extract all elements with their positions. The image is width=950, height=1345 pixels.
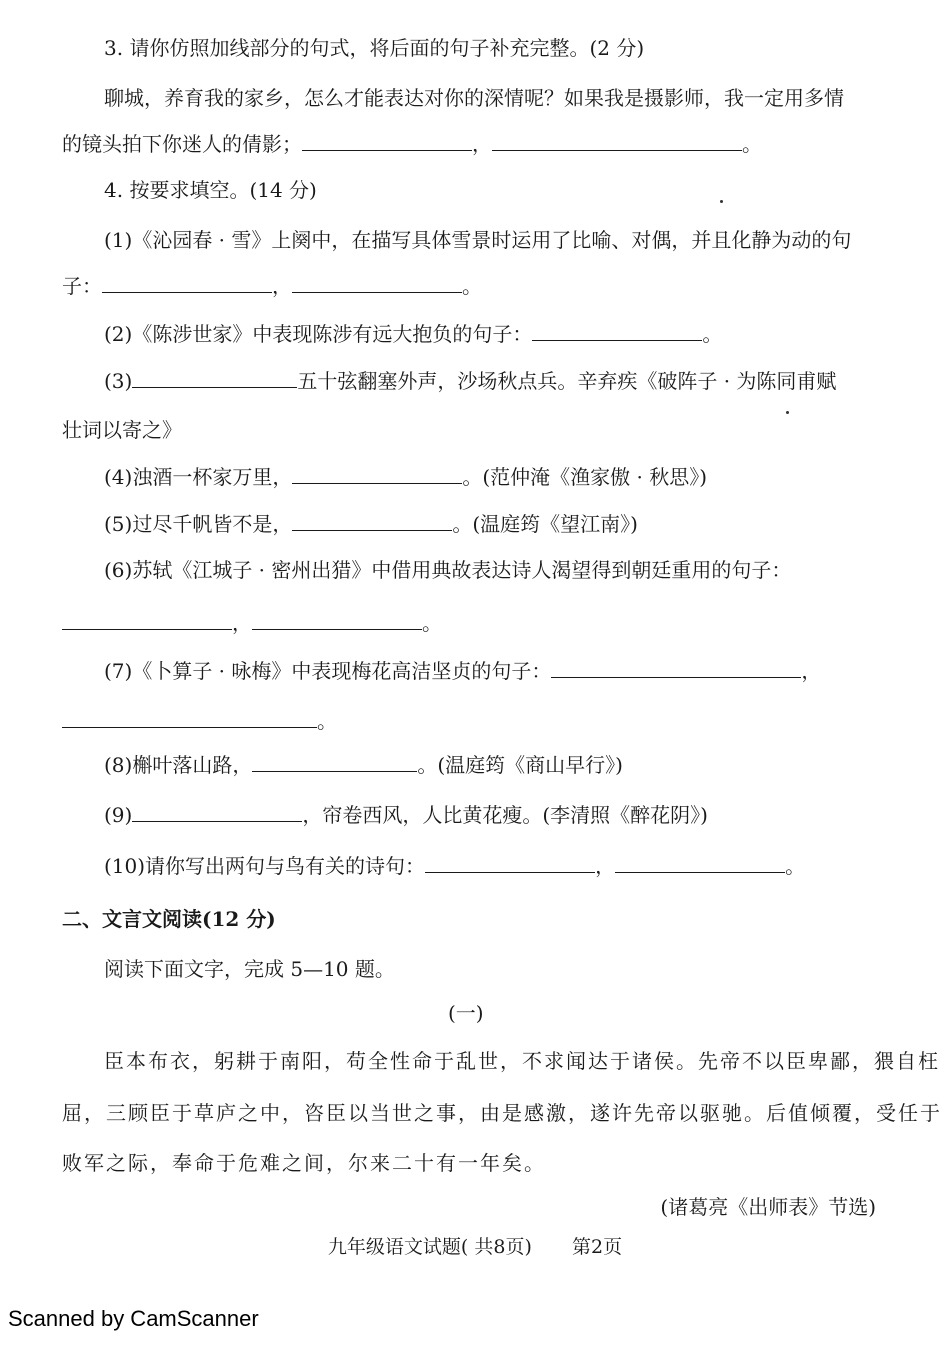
q4-item1-end: 。 <box>462 274 482 298</box>
q4-item5-blank[interactable] <box>292 510 452 531</box>
q4-item6-blank-1[interactable] <box>62 609 232 630</box>
passage-line-2: 屈，三顾臣于草庐之中，咨臣以当世之事，由是感激，遂许先帝以驱驰。后值倾覆，受任于 <box>62 1101 942 1125</box>
scan-speck <box>720 200 723 203</box>
q4-item5-prefix: (5)过尽千帆皆不是， <box>104 512 293 536</box>
q3-line1: 聊城，养育我的家乡，怎么才能表达对你的深情呢？如果我是摄影师，我一定用多情 <box>104 86 844 110</box>
q4-item6-separator: ， <box>232 611 252 635</box>
passage-line-3: 败军之际，奉命于危难之间，尔来二十有一年矣。 <box>62 1151 546 1175</box>
q4-item10-blank-2[interactable] <box>615 852 785 873</box>
q4-item5 <box>104 510 638 538</box>
q4-item2-end: 。 <box>702 322 723 346</box>
q4-item3-line2: 壮词以寄之》 <box>62 418 182 442</box>
q3-heading: 3. 请你仿照加线部分的句式，将后面的句子补充完整。(2 分) <box>104 36 645 60</box>
q4-item6-end: 。 <box>422 611 442 635</box>
q4-item10-end: 。 <box>785 854 806 878</box>
q3-line2-end: 。 <box>742 132 762 156</box>
q4-item7-line1 <box>104 657 821 685</box>
q3-separator: ， <box>472 132 492 156</box>
q4-item10-prefix: (10)请你写出两句与鸟有关的诗句： <box>104 854 426 878</box>
q4-item9-prefix: (9) <box>104 803 133 827</box>
q3-answer-blank-2[interactable] <box>492 130 742 151</box>
q4-heading: 4. 按要求填空。(14 分) <box>104 178 317 202</box>
section2-heading: 二、文言文阅读(12 分) <box>62 907 276 931</box>
q3-answer-blank-1[interactable] <box>302 130 472 151</box>
q4-item10-separator: ， <box>595 854 616 878</box>
q4-item3-blank[interactable] <box>132 367 297 388</box>
q4-item3-text: 五十弦翻塞外声，沙场秋点兵。辛弃疾《破阵子 · 为陈同甫赋 <box>297 369 837 393</box>
q4-item4 <box>104 463 707 491</box>
page-number: 第2页 <box>571 1236 623 1258</box>
q4-item9 <box>104 801 708 829</box>
q4-item2 <box>104 320 722 348</box>
section2-instruction: 阅读下面文字，完成 5—10 题。 <box>104 957 395 981</box>
q4-item2-prefix: (2)《陈涉世家》中表现陈涉有远大抱负的句子： <box>104 322 533 346</box>
q4-item4-blank[interactable] <box>292 463 462 484</box>
q4-item4-prefix: (4)浊酒一杯家万里， <box>104 465 293 489</box>
q4-item1-blank-1[interactable] <box>102 272 272 293</box>
q4-item7-blank-1[interactable] <box>551 657 801 678</box>
q4-item6-line1: (6)苏轼《江城子 · 密州出猎》中借用典故表达诗人渴望得到朝廷重用的句子： <box>104 558 792 582</box>
q4-item1-line1: (1)《沁园春 · 雪》上阕中，在描写具体雪景时运用了比喻、对偶，并且化静为动的句 <box>104 228 852 252</box>
q4-item7-blank-2[interactable] <box>62 707 317 728</box>
exam-title: 九年级语文试题( 共8页) <box>327 1236 532 1258</box>
q4-item8 <box>104 751 623 779</box>
passage-line-1: 臣本布衣，躬耕于南阳，苟全性命于乱世，不求闻达于诸侯。先帝不以臣卑鄙，猥自枉 <box>104 1049 940 1073</box>
q3-line2 <box>62 130 762 158</box>
q4-item3-prefix: (3) <box>104 369 133 393</box>
q4-item8-blank[interactable] <box>252 751 417 772</box>
q4-item1-prefix: 子： <box>62 274 102 298</box>
q4-item7-prefix: (7)《卜算子 · 咏梅》中表现梅花高洁坚贞的句子： <box>104 659 552 683</box>
q4-item1-separator: ， <box>272 274 292 298</box>
q4-item10-blank-1[interactable] <box>425 852 595 873</box>
q4-item9-end: ，帘卷西风，人比黄花瘦。(李清照《醉花阴》) <box>302 803 708 827</box>
q4-item7-line2 <box>62 707 337 735</box>
q4-item1-blank-2[interactable] <box>292 272 462 293</box>
q4-item2-blank[interactable] <box>532 320 702 341</box>
q4-item5-end: 。(温庭筠《望江南》) <box>452 512 638 536</box>
q4-item7-end: 。 <box>317 709 337 733</box>
scan-speck <box>786 411 789 414</box>
q4-item6-line2 <box>62 609 442 637</box>
q4-item3-line1 <box>104 367 836 395</box>
q4-item8-end: 。(温庭筠《商山早行》) <box>417 753 623 777</box>
scanner-watermark: Scanned by CamScanner <box>8 1306 259 1331</box>
q4-item10 <box>104 852 805 880</box>
passage-part-label: (一) <box>448 1001 484 1025</box>
passage-source: (诸葛亮《出师表》节选) <box>660 1195 876 1219</box>
q4-item8-prefix: (8)槲叶落山路， <box>104 753 253 777</box>
q4-item9-blank[interactable] <box>132 801 302 822</box>
q4-item6-blank-2[interactable] <box>252 609 422 630</box>
q3-line2-prefix: 的镜头拍下你迷人的倩影； <box>62 132 302 156</box>
q4-item7-separator: ， <box>801 659 822 683</box>
q4-item1-line2 <box>62 272 482 300</box>
page-footer <box>0 1233 950 1261</box>
q4-item4-end: 。(范仲淹《渔家傲 · 秋思》) <box>462 465 708 489</box>
